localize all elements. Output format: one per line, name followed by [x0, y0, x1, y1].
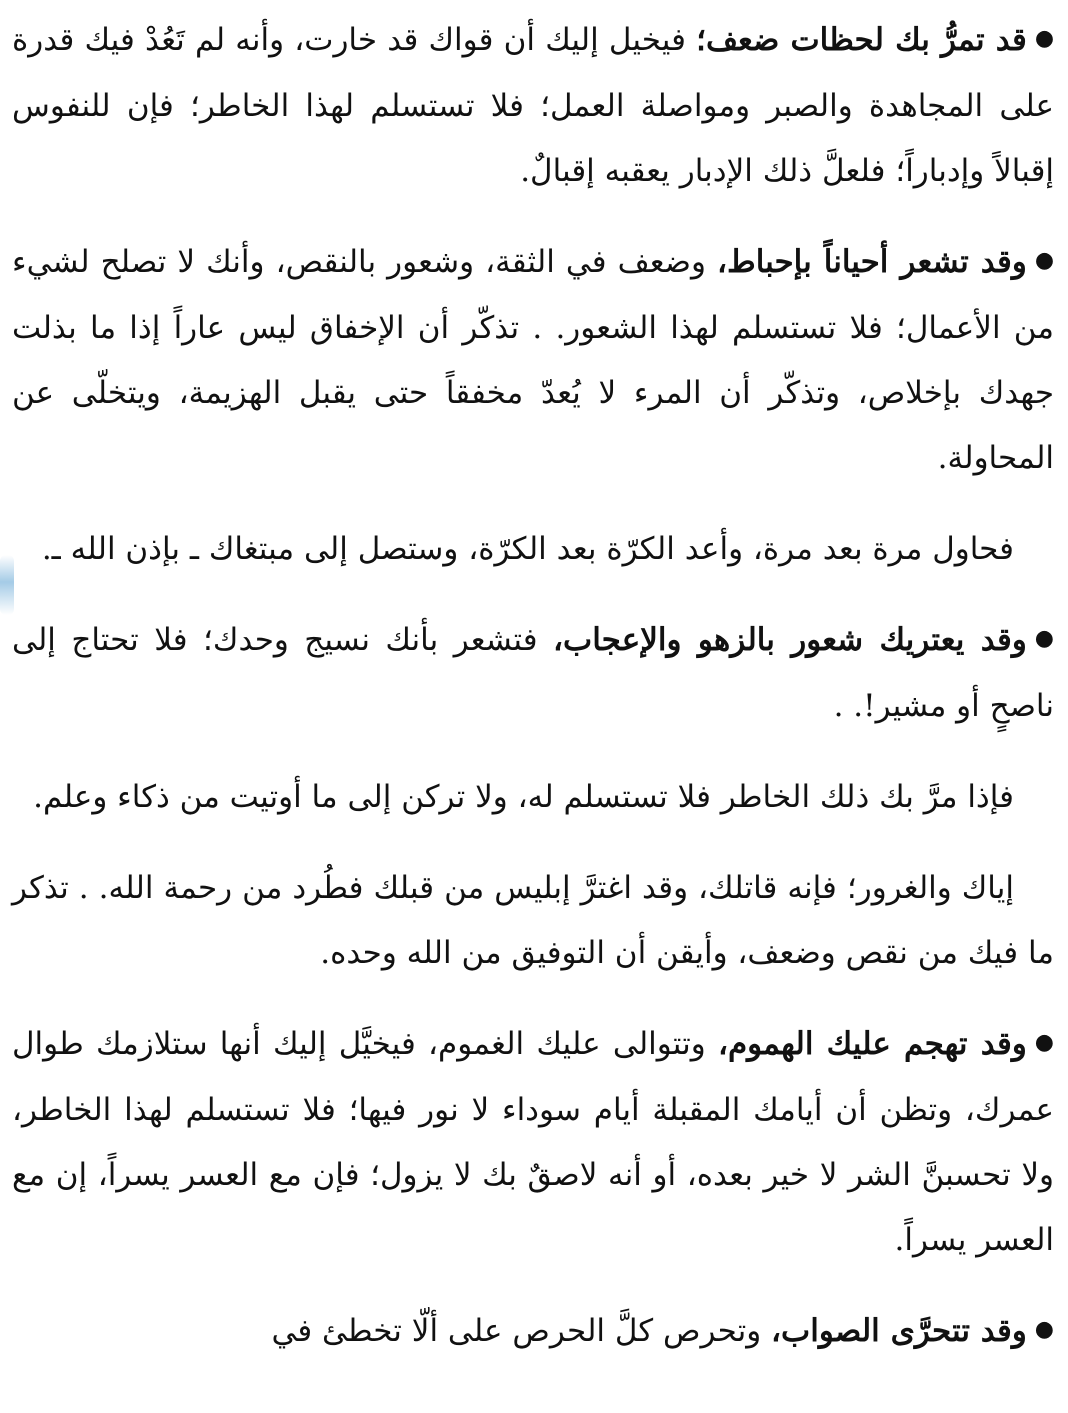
paragraph-lead: وقد يعتريك شعور بالزهو والإعجاب، [553, 622, 1027, 658]
paragraph-body: وضعف في الثقة، وشعور بالنقص، وأنك لا تصلح لشيء من الأعمال؛ فلا تستسلم لهذا الشعور. . تذكّر أن الإخفاق ليس عاراً إذا ما بذلت جهدك بإخلاص، وتذكّر أن المرء لا يُعدّ مخفقاً حتى يقبل الهزيمة، ويتخلّى عن المحاولة. [12, 244, 1054, 476]
bullet-icon: ● [1034, 248, 1055, 273]
paragraph-worries [12, 1012, 1054, 1273]
paragraph-body: وتحرص كلَّ الحرص على ألّا تخطئ في [271, 1313, 772, 1349]
paragraph-try-again [12, 517, 1054, 582]
paragraph-lead: وقد تشعر أحياناً بإحباط، [717, 244, 1027, 280]
paragraph-frustration [12, 230, 1054, 491]
scan-edge-mark [0, 555, 14, 615]
paragraph-body: فتشعر بأنك نسيج وحدك؛ فلا تحتاج إلى ناصحٍ أو مشير!. . [12, 622, 1054, 724]
paragraph-lead: قد تمرُّ بك لحظات ضعف؛ [696, 22, 1027, 58]
paragraph-body: فحاول مرة بعد مرة، وأعد الكرّة بعد الكرّة، وستصل إلى مبتغاك ـ بإذن الله ـ. [41, 531, 1014, 567]
paragraph-do-not-surrender [12, 765, 1054, 830]
paragraph-vanity [12, 608, 1054, 739]
paragraph-weakness [12, 8, 1054, 204]
paragraph-body: فإذا مرَّ بك ذلك الخاطر فلا تستسلم له، ولا تركن إلى ما أوتيت من ذكاء وعلم. [33, 779, 1014, 815]
bullet-icon: ● [1034, 1030, 1054, 1055]
paragraph-lead: وقد تهجم عليك الهموم، [717, 1026, 1027, 1062]
paragraph-body: فيخيل إليك أن قواك قد خارت، وأنه لم تَعُدْ فيك قدرة على المجاهدة والصبر ومواصلة العمل؛ فلا تستسلم لهذا الخاطر؛ فإن للنفوس إقبالاً وإدباراً؛ فلعلَّ ذلك الإدبار يعقبه إقبالٌ. [12, 22, 1054, 189]
paragraph-body: إياك والغرور؛ فإنه قاتلك، وقد اغترَّ إبليس من قبلك فطُرد من رحمة الله. . تذكر ما فيك من نقص وضعف، وأيقن أن التوفيق من الله وحده. [12, 870, 1054, 971]
paragraph-beware-arrogance [12, 856, 1054, 986]
document-page [12, 8, 1054, 1413]
bullet-icon: ● [1034, 26, 1055, 51]
paragraph-body: وتتوالى عليك الغموم، فيخيَّل إليك أنها ستلازمك طوال عمرك، وتظن أن أيامك المقبلة أيام سوداء لا نور فيها؛ فلا تستسلم لهذا الخاطر، ولا تحسبنَّ الشر لا خير بعده، أو أنه لاصقٌ بك لا يزول؛ فإن مع العسر يسراً، إن مع العسر يسراً. [12, 1026, 1054, 1258]
paragraph-lead: وقد تتحرَّى الصواب، [771, 1313, 1027, 1349]
bullet-icon: ● [1034, 626, 1054, 651]
bullet-icon: ● [1034, 1317, 1054, 1342]
paragraph-seeking-right [12, 1299, 1054, 1365]
